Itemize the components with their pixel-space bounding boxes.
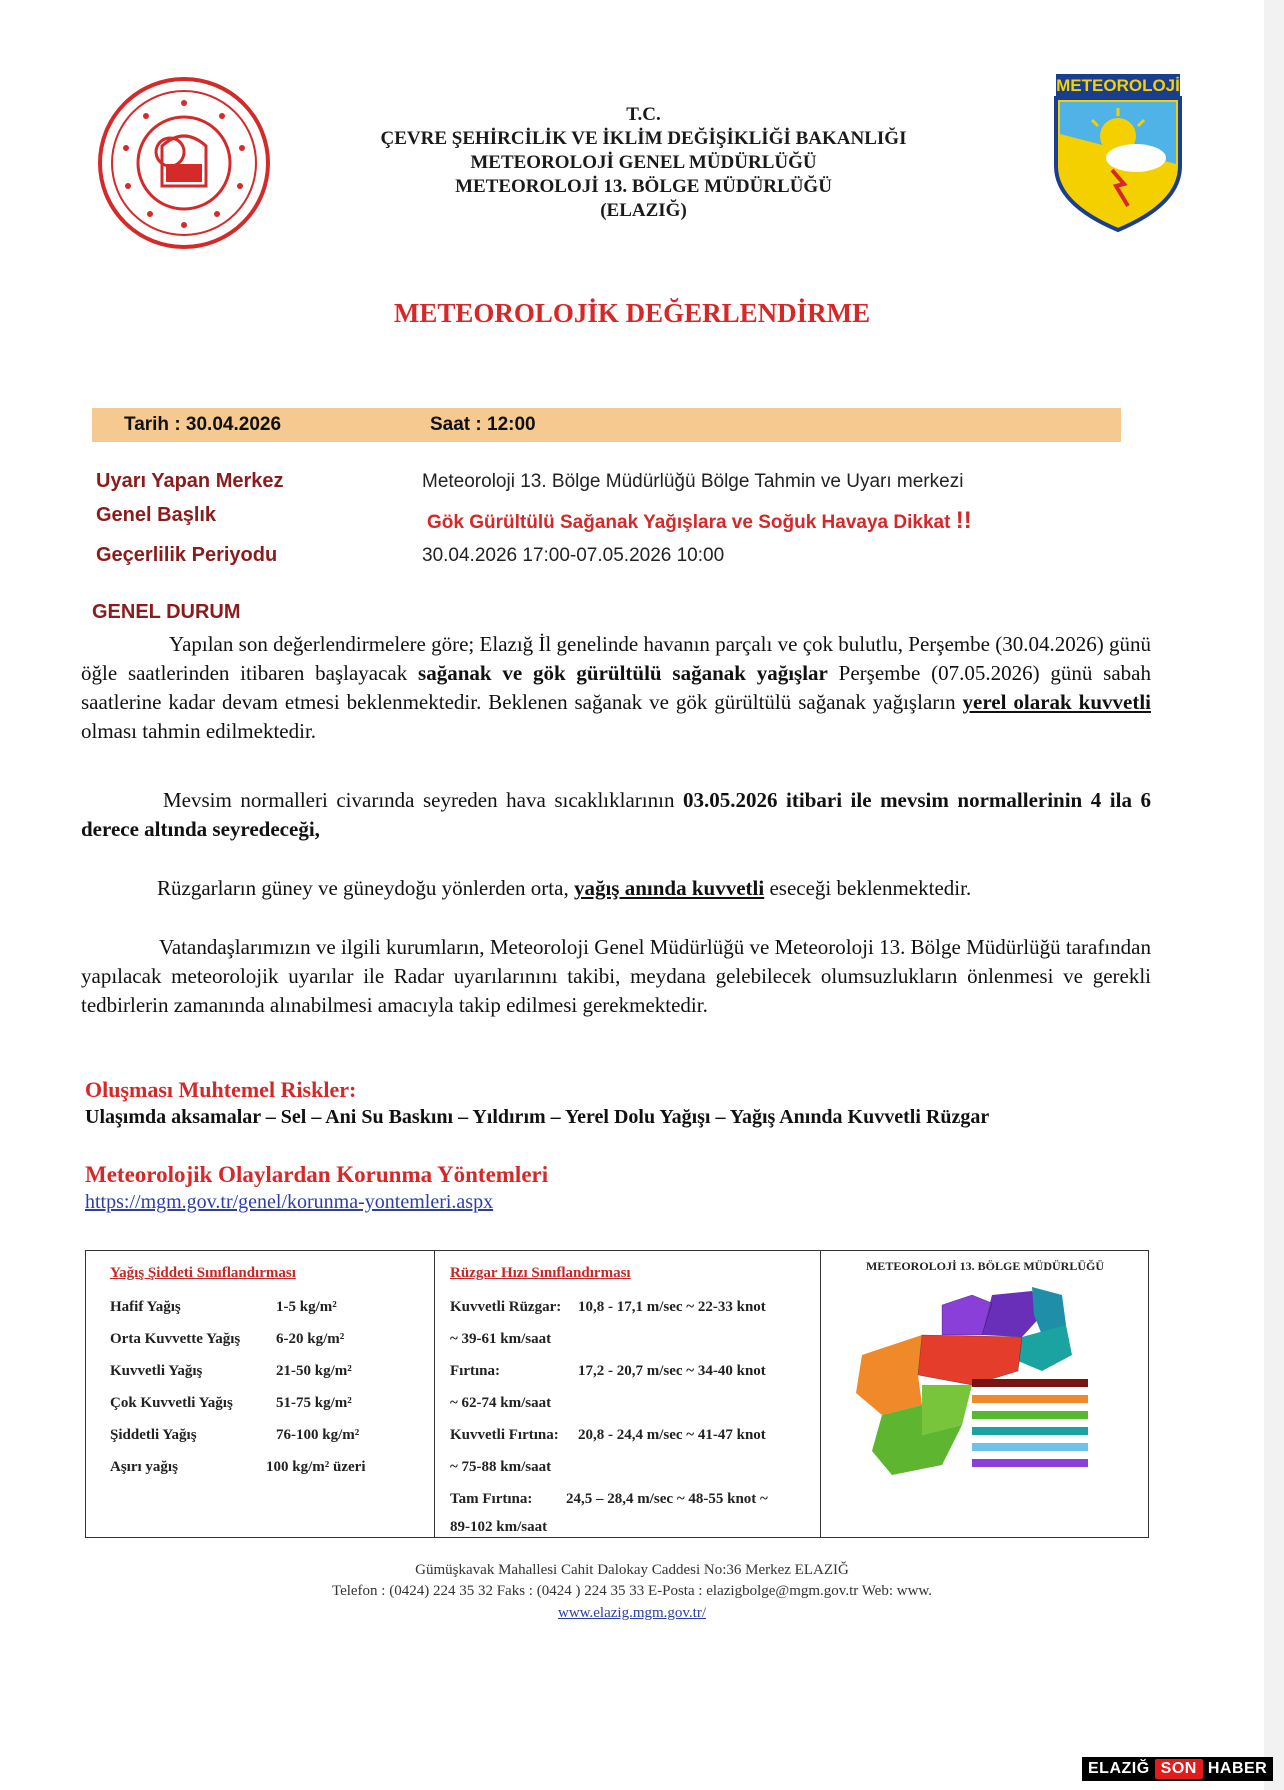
rain-row-value: 76-100 kg/m² [276,1427,360,1443]
ministry-seal-logo [92,76,276,250]
rain-row-name: Hafif Yağış [110,1299,181,1315]
site-brand-badge [1082,1757,1273,1781]
date-bar [92,408,1121,442]
region-map [822,1251,1148,1537]
rain-row-name: Şiddetli Yağış [110,1427,197,1443]
header-line-general-directorate: METEOROLOJİ GENEL MÜDÜRLÜĞÜ [470,152,817,173]
general-situation-title: GENEL DURUM [92,601,241,623]
p1-underline: yerel olarak kuvvetli [962,690,1151,714]
footer-contact: Telefon : (0424) 224 35 32 Faks : (0424 ) 224 35 33 E-Posta : elazigbolge@mgm.gov.tr Web: www. [331,1583,933,1599]
wind-row-extra: ~ 75-88 km/saat [450,1459,552,1475]
wind-row-value: 17,2 - 20,7 m/sec ~ 34-40 knot [578,1363,766,1379]
rain-row-value: 1-5 kg/m² [276,1299,337,1315]
wind-row-name: Kuvvetli Rüzgar: [450,1299,562,1315]
paragraph-2 [81,786,1151,844]
protection-link[interactable]: https://mgm.gov.tr/genel/korunma-yontemleri.aspx [85,1191,494,1213]
p2-bold: 03.05.2026 itibari ile mevsim normallerinin 4 ila 6 derece altında seyredeceği, [81,788,1151,841]
wind-row-extra: ~ 62-74 km/saat [450,1395,552,1411]
rain-row-name: Aşırı yağış [110,1459,178,1475]
footer-address: Gümüşkavak Mahallesi Cahit Dalokay Caddesi No:36 Merkez ELAZIĞ [415,1562,849,1578]
logo-text: METEOROLOJİ [1056,74,1180,98]
wind-row-name: Kuvvetli Fırtına: [450,1427,559,1443]
rain-row-name: Çok Kuvvetli Yağış [110,1395,233,1411]
header-line-city: (ELAZIĞ) [600,200,687,221]
header-line-ministry: ÇEVRE ŞEHİRCİLİK VE İKLİM DEĞİŞİKLİĞİ BAKANLIĞI [380,128,907,149]
p3-text-c: eseceği beklenmektedir. [764,876,972,900]
rain-row-name: Kuvvetli Yağış [110,1363,203,1379]
footer-web-link[interactable]: www.elazig.mgm.gov.tr/ [557,1605,707,1621]
header-block [280,103,1007,223]
paragraph-1 [81,630,1151,746]
rain-row-value: 51-75 kg/m² [276,1395,352,1411]
wind-classification [436,1251,821,1537]
paragraph-4: Vatandaşlarımızın ve ilgili kurumların, Meteoroloji Genel Müdürlüğü ve Meteoroloji 13. Bölge Müdürlüğü tarafından yapılacak meteorolojik uyarılar ile Radar uyarılarınını takibi, meydana gelebilecek olumsuzlukların önlenmesi ve gerekli tedbirlerin zamanında alınabilmesi amacıyla takip edilmesi gerekmektedir. [81,935,1151,1017]
p3-text-a: Rüzgarların güney ve güneydoğu yönlerden orta, [157,876,574,900]
validity-period-value: 30.04.2026 17:00-07.05.2026 10:00 [422,545,725,566]
wind-row-value: 10,8 - 17,1 m/sec ~ 22-33 knot [578,1299,766,1315]
warning-center-label: Uyarı Yapan Merkez [96,470,284,492]
rain-classification [86,1251,435,1537]
rain-row-value: 6-20 kg/m² [276,1331,345,1347]
brand-mid: SON [1155,1759,1203,1779]
classification-box [85,1250,1149,1538]
general-heading-mark: !! [955,507,972,534]
validity-period-label: Geçerlilik Periyodu [96,544,278,566]
rain-row-value: 21-50 kg/m² [276,1363,352,1379]
p1-text-c: Perşembe (07.05.2026) günü sabah saatlerine kadar devam etmesi beklenmektedir. Beklenen sağanak ve gök gürültülü sağanak yağışların [81,661,1151,714]
rain-row-name: Orta Kuvvette Yağış [110,1331,241,1347]
general-heading-text: Gök Gürültülü Sağanak Yağışlara ve Soğuk Havaya Dikkat [427,512,951,533]
wind-table-title: Rüzgar Hızı Sınıflandırması [450,1265,631,1281]
map-title: METEOROLOJİ 13. BÖLGE MÜDÜRLÜĞÜ [865,1259,1105,1273]
general-heading-value [427,507,972,535]
paragraph-3 [81,874,1151,903]
wind-row-value: 20,8 - 24,4 m/sec ~ 41-47 knot [578,1427,766,1443]
wind-row-extra: 89-102 km/saat [450,1519,548,1535]
region-map-graphic [822,1275,1148,1535]
wind-row-extra: ~ 39-61 km/saat [450,1331,552,1347]
page-edge [1264,0,1284,1790]
date-text: Tarih : 30.04.2026 [124,414,282,435]
header-line-tc: T.C. [626,104,661,125]
p1-text-e: olması tahmin edilmektedir. [81,719,317,743]
rain-table-title: Yağış Şiddeti Sınıflandırması [110,1265,296,1281]
wind-row-name: Tam Fırtına: [450,1491,533,1507]
brand-right: HABER [1207,1760,1268,1777]
header-line-regional-directorate: METEOROLOJİ 13. BÖLGE MÜDÜRLÜĞÜ [455,176,832,197]
brand-left: ELAZIĞ [1088,1760,1150,1777]
general-heading-label: Genel Başlık [96,504,217,526]
rain-row-value: 100 kg/m² üzeri [266,1459,366,1475]
risks-title: Oluşması Muhtemel Riskler: [85,1077,357,1102]
protection-title: Meteorolojik Olaylardan Korunma Yöntemleri [85,1162,549,1187]
time-text: Saat : 12:00 [430,414,536,435]
p3-underline: yağış anında kuvvetli [573,876,765,900]
p2-text-a: Mevsim normalleri civarında seyreden hava sıcaklıklarının [163,788,683,812]
document-title: METEOROLOJİK DEĞERLENDİRME [393,298,871,328]
meteoroloji-logo [1052,74,1184,232]
wind-row-value: 24,5 – 28,4 m/sec ~ 48-55 knot ~ [566,1491,768,1507]
wind-row-name: Fırtına: [450,1363,500,1379]
p1-text-a: Yapılan son değerlendirmelere göre; Elazığ İl genelinde havanın parçalı ve çok bulutlu, Perşembe (30.04.2026) günü öğle saatlerinden itibaren başlayacak [81,632,1151,685]
p1-bold: sağanak ve gök gürültülü sağanak yağışlar [418,661,828,685]
risks-text: Ulaşımda aksamalar – Sel – Ani Su Baskını – Yıldırım – Yerel Dolu Yağışı – Yağış Anında Kuvvetli Rüzgar [85,1106,990,1128]
warning-center-value: Meteoroloji 13. Bölge Müdürlüğü Bölge Tahmin ve Uyarı merkezi [422,471,964,492]
